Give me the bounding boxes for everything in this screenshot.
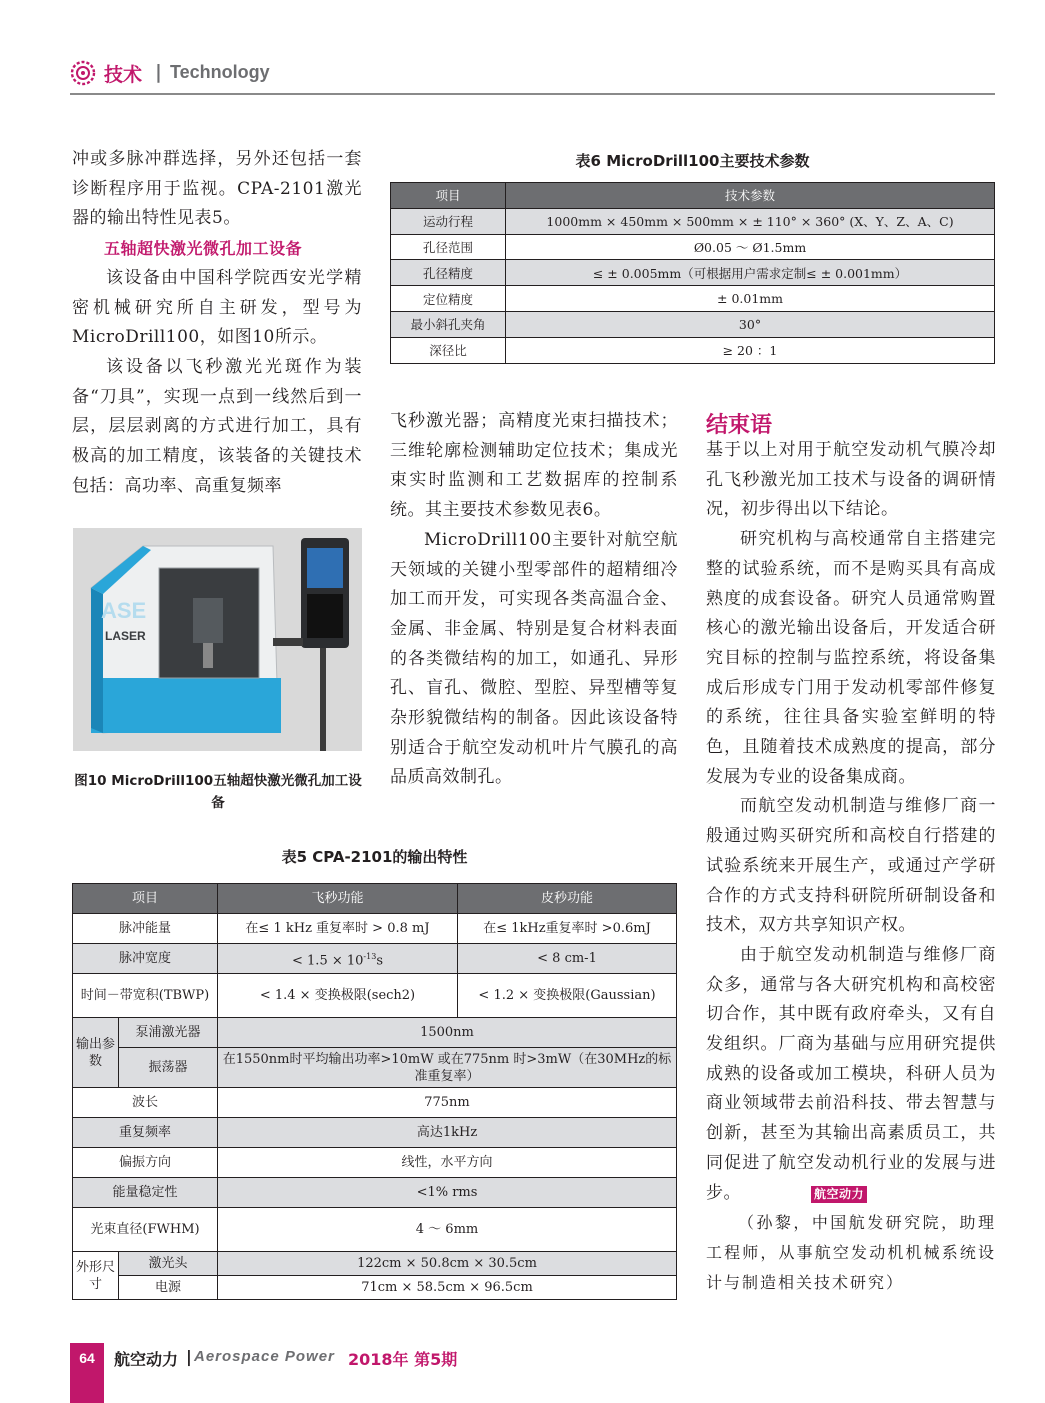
table-cell: 在≤ 1 kHz 重复率时 > 0.8 mJ <box>218 914 458 944</box>
table-cell: 775nm <box>218 1088 677 1118</box>
table-5-caption: 表5 CPA-2101的输出特性 <box>281 848 468 866</box>
journal-logo-icon <box>70 60 96 86</box>
table-row <box>391 234 995 260</box>
page-number: 64 <box>79 1350 95 1366</box>
table-group-cell: 输出参数 <box>73 1018 119 1088</box>
paragraph-text: 由于航空发动机制造与维修厂商众多，通常与各大研究机构和高校密切合作，其中既有政府牵头，又有自发组织。厂商为基础与应用研究提供成熟的设备或加工模块，科研人员为商业领域带去前沿科技、带去智慧与创新，甚至为其输出高素质员工，共同促进了航空发动机行业的发展与进步。 <box>706 944 996 1203</box>
table-header-row <box>391 183 995 209</box>
table-6 <box>390 182 995 364</box>
table-cell: 深径比 <box>391 337 506 363</box>
table-cell: 在≤ 1kHz重复率时 >0.6mJ <box>458 914 677 944</box>
table-row <box>73 944 677 974</box>
table-cell: 122cm × 50.8cm × 30.5cm <box>218 1252 677 1276</box>
table-cell: 电源 <box>119 1276 218 1300</box>
table-cell: 重复频率 <box>73 1118 218 1148</box>
table-cell: 激光头 <box>119 1252 218 1276</box>
paragraph: 飞秒激光器；高精度光束扫描技术；三维轮廓检测辅助定位技术；集成光束实时监测和工艺数据库的控制系统。其主要技术参数见表6。 <box>390 411 678 521</box>
superscript-exponent: -13 <box>363 951 377 961</box>
paragraph: 该设备以飞秒激光光斑作为装备“刀具”，实现一点到一线然后到一层，层层剥离的方式进行加工，具有极高的加工精度，该装备的关键技术包括：高功率、高重复频率 <box>72 356 362 496</box>
table-cell: Ø0.05 ～ Ø1.5mm <box>506 234 995 260</box>
table-cell: 4 ～ 6mm <box>218 1208 677 1252</box>
author-note: （孙黎，中国航发研究院，助理工程师，从事航空发动机机械系统设计与制造相关技术研究） <box>706 1213 996 1292</box>
table-5 <box>72 883 677 1300</box>
table-row <box>73 974 677 1018</box>
paragraph: 基于以上对用于航空发动机气膜冷却孔飞秒激光加工技术与设备的调研情况，初步得出以下结论。 <box>706 440 996 520</box>
paragraph: 冲或多脉冲群选择，另外还包括一套诊断程序用于监视。CPA-2101激光器的输出特性见表5。 <box>72 149 362 229</box>
section-label-english: Technology <box>170 62 270 82</box>
paragraph: 而航空发动机制造与维修厂商一般通过购买研究所和高校自行搭建的试验系统来开展生产，或通过产学研合作的方式支持科研院所研制设备和技术，双方共享知识产权。 <box>706 796 996 936</box>
table-cell: ≤ ± 0.005mm（可根据用户需求定制≤ ± 0.001mm） <box>506 260 995 286</box>
header-separator: | <box>155 61 162 83</box>
machine-panel-text: ASE <box>101 598 147 623</box>
table-cell: 最小斜孔夹角 <box>391 311 506 337</box>
table-cell: 泵浦激光器 <box>119 1018 218 1048</box>
table-cell: ± 0.01mm <box>506 286 995 312</box>
paragraph: 该设备由中国科学院西安光学精密机械研究所自主研发，型号为MicroDrill100，如图10所示。 <box>72 267 362 348</box>
table-row <box>73 1252 677 1276</box>
table-cell: ≥ 20 ：1 <box>506 337 995 363</box>
table-cell: 光束直径(FWHM) <box>73 1208 218 1252</box>
table-row <box>73 1048 677 1088</box>
table-row <box>391 208 995 234</box>
table-cell: 时间－带宽积(TBWP) <box>73 974 218 1018</box>
figure-caption: 图10 MicroDrill100五轴超快激光微孔加工设备 <box>74 773 362 811</box>
column-header: 皮秒功能 <box>458 884 677 914</box>
table-row <box>73 1276 677 1300</box>
machine-brand-label: LASER <box>105 629 146 643</box>
table-cell: 孔径范围 <box>391 234 506 260</box>
table-cell: 能量稳定性 <box>73 1178 218 1208</box>
table-row <box>391 286 995 312</box>
table-cell: 71cm × 58.5cm × 96.5cm <box>218 1276 677 1300</box>
table-6-caption: 表6 MicroDrill100主要技术参数 <box>575 152 810 170</box>
table-cell: 振荡器 <box>119 1048 218 1088</box>
table-header-row <box>73 884 677 914</box>
table-row <box>73 914 677 944</box>
table-cell: 波长 <box>73 1088 218 1118</box>
table-row <box>391 260 995 286</box>
issue-label: 2018年 第5期 <box>348 1350 458 1369</box>
table-cell: <1% rms <box>218 1178 677 1208</box>
footer-separator: | <box>186 1347 192 1366</box>
table-cell: < 1.2 × 变换极限(Gaussian) <box>458 974 677 1018</box>
header-rule <box>70 93 995 95</box>
table-cell: 在1550nm时平均输出功率>10mW 或在775nm 时>3mW（在30MHz的标准重复率） <box>218 1048 677 1088</box>
journal-name-english: Aerospace Power <box>194 1348 335 1365</box>
table-group-cell: 外形尺寸 <box>73 1252 119 1300</box>
table-row <box>391 311 995 337</box>
subsection-heading: 五轴超快激光微孔加工设备 <box>104 239 303 259</box>
right-column <box>706 436 996 1297</box>
table-row <box>73 1118 677 1148</box>
table-cell: < 1.4 × 变换极限(sech2) <box>218 974 458 1018</box>
paragraph: 研究机构与高校通常自主搭建完整的试验系统，而不是购买具有高成熟度的成套设备。研究人员通常购置核心的激光输出设备后，开发适合研究目标的控制与监控系统，将设备集成后形成专门用于发动机零部件修复的系统，往往具备实验室鲜明的特色，且随着技术成熟度的提高，部分发展为专业的设备集成商。 <box>706 529 996 787</box>
table-cell: 线性，水平方向 <box>218 1148 677 1178</box>
laser-machine-illustration <box>73 528 362 751</box>
table-cell: 定位精度 <box>391 286 506 312</box>
table-cell: 脉冲能量 <box>73 914 218 944</box>
left-column <box>72 145 362 501</box>
table-cell: 1500nm <box>218 1018 677 1048</box>
table-row <box>73 1208 677 1252</box>
figure-image <box>73 528 362 751</box>
table-cell: 运动行程 <box>391 208 506 234</box>
table-cell: < 8 cm-1 <box>458 944 677 974</box>
paragraph <box>706 941 996 1208</box>
table-cell: 30° <box>506 311 995 337</box>
table-row <box>73 1088 677 1118</box>
section-label: 技术 <box>104 64 143 86</box>
table-cell: 高达1kHz <box>218 1118 677 1148</box>
column-header: 飞秒功能 <box>218 884 458 914</box>
column-header: 技术参数 <box>506 183 995 209</box>
paragraph: MicroDrill100主要针对航空航天领域的关键小型零部件的超精细冷加工而开发，可实现各类高温合金、金属、非金属、特别是复合材料表面的各类微结构的加工，如通孔、异形孔、盲孔、微腔、型腔、异型槽等复杂形貌微结构的制备。因此该设备特别适合于航空发动机叶片气膜孔的高品质高效制孔。 <box>390 529 678 788</box>
table-cell: 脉冲宽度 <box>73 944 218 974</box>
middle-column <box>390 407 678 793</box>
section-heading: 结束语 <box>706 413 773 438</box>
table-cell-text: < 1.5 × 10 <box>292 953 364 969</box>
table-row <box>391 337 995 363</box>
table-row <box>73 1148 677 1178</box>
table-row <box>73 1178 677 1208</box>
column-header: 项目 <box>73 884 218 914</box>
end-mark-badge: 航空动力 <box>811 1186 867 1203</box>
unit-label: s <box>376 953 383 969</box>
table-cell: 孔径精度 <box>391 260 506 286</box>
table-row <box>73 1018 677 1048</box>
table-cell <box>218 944 458 974</box>
column-header: 项目 <box>391 183 506 209</box>
table-cell: 偏振方向 <box>73 1148 218 1178</box>
journal-name: 航空动力 <box>114 1350 179 1369</box>
table-cell: 1000mm × 450mm × 500mm × ± 110° × 360° (X、Y、Z、A、C) <box>506 208 995 234</box>
